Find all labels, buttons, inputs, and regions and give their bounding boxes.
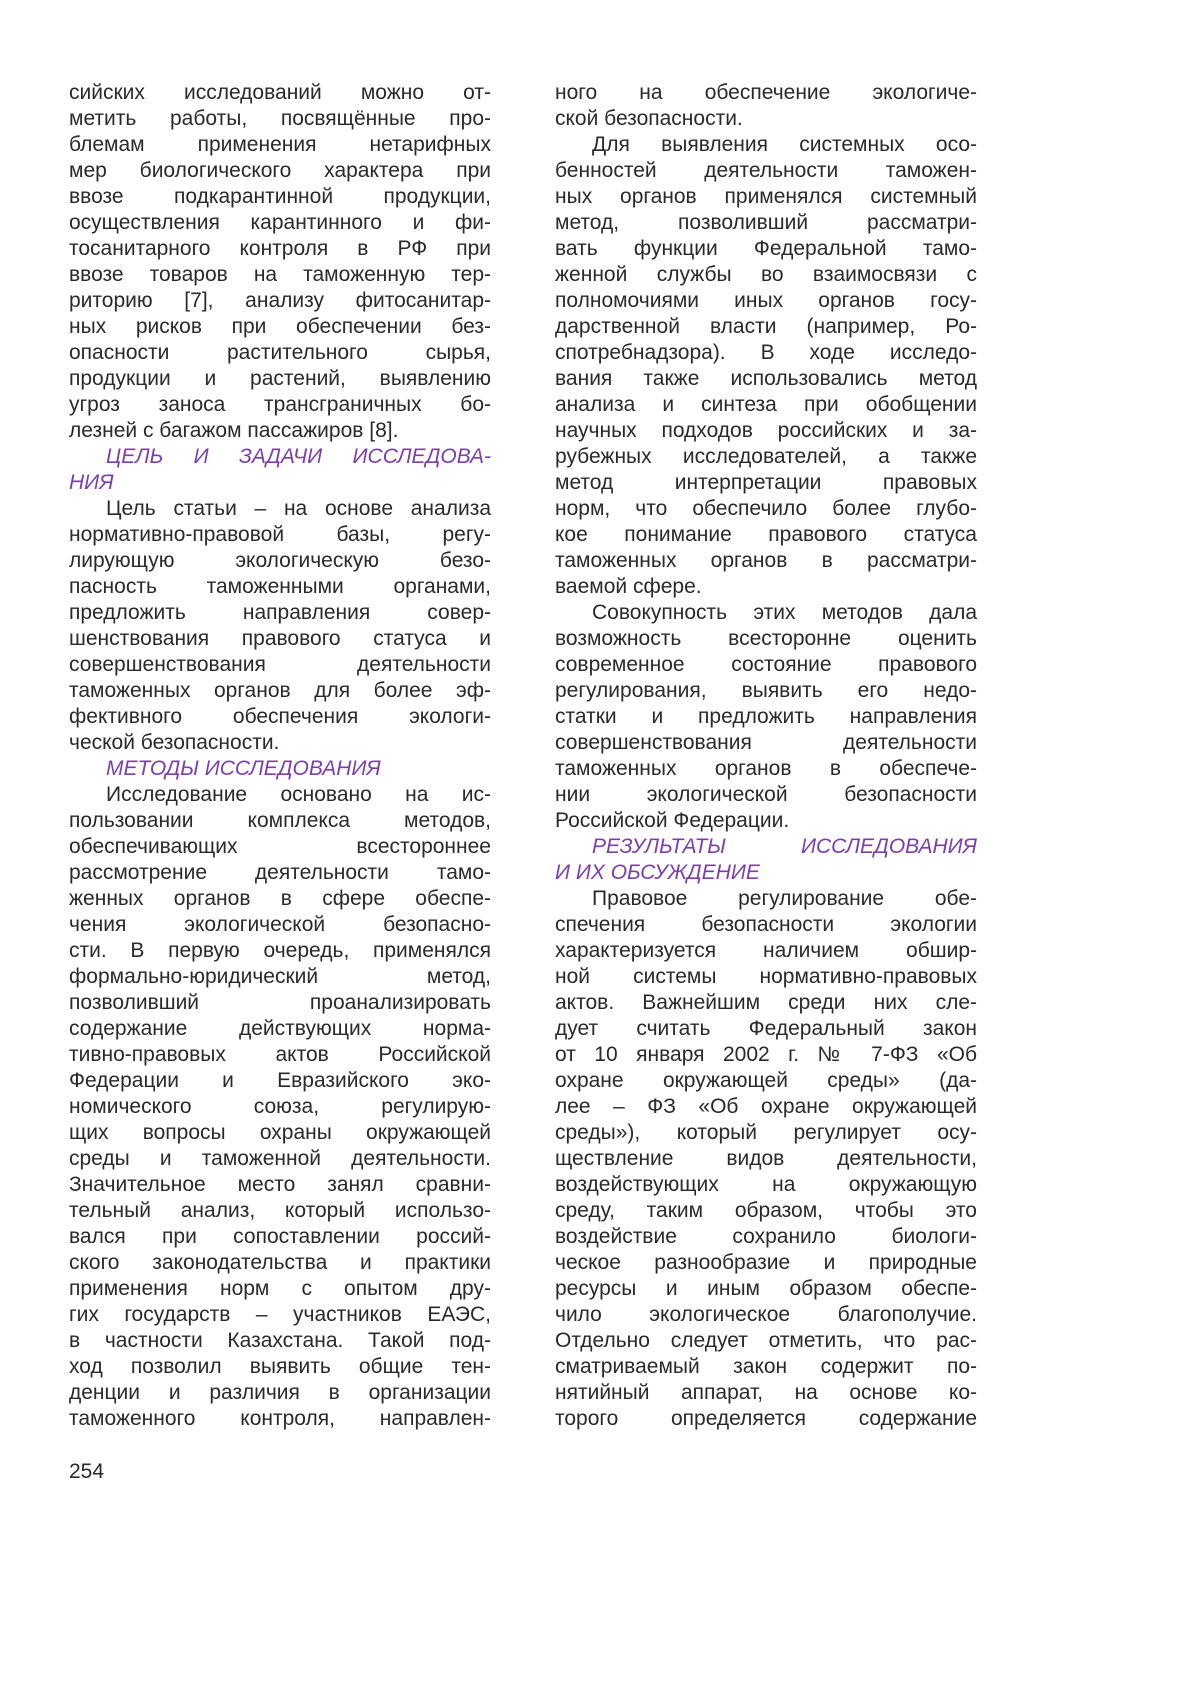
text-line: риторию [7], анализу фитосанитар- [69,289,491,312]
text-line: Российской Федерации. [555,809,790,832]
text-line: бенностей деятельности таможен- [555,159,977,182]
text-line: характеризуется наличием обшир- [555,939,977,962]
text-line: современное состояние правового [555,653,977,676]
text-line: возможность всесторонне оценить [555,627,977,650]
text-line: лезней с багажом пассажиров [8]. [69,419,399,442]
text-line: метод интерпретации правовых [555,471,977,494]
text-line: продукции и растений, выявлению [69,367,491,390]
text-line: шенствования правового статуса и [69,627,491,650]
text-line: спотребнадзора). В ходе исследо- [555,341,977,364]
text-line: тосанитарного контроля в РФ при [69,237,491,260]
text-line: анализа и синтеза при обобщении [555,393,977,416]
text-line: чения экологической безопасно- [69,913,491,936]
text-line: актов. Важнейшим среди них сле- [555,991,977,1014]
text-line: ского законодательства и практики [69,1251,491,1274]
text-line: ных рисков при обеспечении без- [69,315,491,338]
text-line: ввозе товаров на таможенную тер- [69,263,491,286]
text-line: лее – ФЗ «Об охране окружающей [555,1095,977,1118]
text-line: статки и предложить направления [555,705,977,728]
text-line: опасности растительного сырья, [69,341,491,364]
text-line: таможенных органов в обеспече- [555,757,977,780]
text-line: мер биологического характера при [69,159,491,182]
text-line: ввозе подкарантинной продукции, [69,185,491,208]
text-line: ного на обеспечение экологиче- [555,81,977,104]
text-line: сти. В первую очередь, применялся [69,939,491,962]
text-line: воздействующих на окружающую [555,1173,977,1196]
text-line: предложить направления совер- [69,601,491,624]
text-line: в частности Казахстана. Такой под- [69,1329,491,1352]
text-line: тивно-правовых актов Российской [69,1043,491,1066]
text-line: спечения безопасности экологии [555,913,977,936]
text-line: таможенных органов для более эф- [69,679,491,702]
text-line: чило экологическое благополучие. [555,1303,977,1326]
text-line: совершенствования деятельности [69,653,491,676]
text-line: Федерации и Евразийского эко- [69,1069,491,1092]
text-line: ход позволил выявить общие тен- [69,1355,491,1378]
text-line: ной системы нормативно-правовых [555,965,977,988]
text-line: Цель статьи – на основе анализа [106,497,491,520]
text-line: щих вопросы охраны окружающей [69,1121,491,1144]
text-line: ваемой сфере. [555,575,702,598]
text-line: позволивший проанализировать [69,991,491,1014]
text-line: ществление видов деятельности, [555,1147,977,1170]
text-line: полномочиями иных органов госу- [555,289,977,312]
text-line: таможенного контроля, направлен- [69,1407,491,1430]
text-line: дарственной власти (например, Ро- [555,315,977,338]
text-line: осуществления карантинного и фи- [69,211,491,234]
text-line: среду, таким образом, чтобы это [555,1199,977,1222]
text-line: содержание действующих норма- [69,1017,491,1040]
text-line: Для выявления системных осо- [592,133,977,156]
text-line: номического союза, регулирую- [69,1095,491,1118]
text-line: вания также использовались метод [555,367,977,390]
text-line: регулирования, выявить его недо- [555,679,977,702]
text-line: Исследование основано на ис- [106,783,491,806]
text-line: метод, позволивший рассматри- [555,211,977,234]
text-line: ных органов применялся системный [555,185,977,208]
text-line: нии экологической безопасности [555,783,977,806]
text-line: ческое разнообразие и природные [555,1251,977,1274]
text-line: тельный анализ, который использо- [69,1199,491,1222]
text-line: пользовании комплекса методов, [69,809,491,832]
text-line: лирующую экологическую безо- [69,549,491,572]
text-line: применения норм с опытом дру- [69,1277,491,1300]
text-line: женной службы во взаимосвязи с [555,263,977,286]
section-heading-line: МЕТОДЫ ИССЛЕДОВАНИЯ [106,757,381,780]
text-line: Правовое регулирование обе- [592,887,977,910]
text-line: Совокупность этих методов дала [592,601,977,624]
text-column-right [555,80,977,1432]
text-line: вать функции Федеральной тамо- [555,237,977,260]
text-line: фективного обеспечения экологи- [69,705,491,728]
text-line: торого определяется содержание [555,1407,977,1430]
text-line: ресурсы и иным образом обеспе- [555,1277,977,1300]
text-line: научных подходов российских и за- [555,419,977,442]
text-line: ческой безопасности. [69,731,280,754]
text-column-left [69,80,491,1432]
text-line: метить работы, посвящённые про- [69,107,491,130]
text-line: среды и таможенной деятельности. [69,1147,491,1170]
section-heading-line: ЦЕЛЬ И ЗАДАЧИ ИССЛЕДОВА- [106,445,491,468]
text-line: блемам применения нетарифных [69,133,491,156]
text-line: Значительное место занял сравни- [69,1173,491,1196]
text-line: рассмотрение деятельности тамо- [69,861,491,884]
text-line: рубежных исследователей, а также [555,445,977,468]
text-line: формально-юридический метод, [69,965,491,988]
section-heading-line: РЕЗУЛЬТАТЫ ИССЛЕДОВАНИЯ [592,835,977,858]
text-line: вался при сопоставлении россий- [69,1225,491,1248]
text-line: нятийный аппарат, на основе ко- [555,1381,977,1404]
text-line: нормативно-правовой базы, регу- [69,523,491,546]
text-line: сматриваемый закон содержит по- [555,1355,977,1378]
text-line: воздействие сохранило биологи- [555,1225,977,1248]
text-line: ской безопасности. [555,107,743,130]
text-line: кое понимание правового статуса [555,523,977,546]
text-line: совершенствования деятельности [555,731,977,754]
page-number: 254 [69,1460,105,1483]
text-line: от 10 января 2002 г. № 7-ФЗ «Об [555,1043,977,1066]
text-line: гих государств – участников ЕАЭС, [69,1303,491,1326]
text-line: норм, что обеспечило более глубо- [555,497,977,520]
text-line: денции и различия в организации [69,1381,491,1404]
text-line: дует считать Федеральный закон [555,1017,977,1040]
text-line: охране окружающей среды» (да- [555,1069,977,1092]
text-line: женных органов в сфере обеспе- [69,887,491,910]
section-heading-line: НИЯ [69,471,114,494]
text-line: среды»), который регулирует осу- [555,1121,977,1144]
text-line: Отдельно следует отметить, что рас- [555,1329,977,1352]
text-line: обеспечивающих всестороннее [69,835,491,858]
text-line: угроз заноса трансграничных бо- [69,393,491,416]
section-heading-line: И ИХ ОБСУЖДЕНИЕ [555,861,760,884]
text-line: таможенных органов в рассматри- [555,549,977,572]
text-line: пасность таможенными органами, [69,575,491,598]
text-line: сийских исследований можно от- [69,81,491,104]
